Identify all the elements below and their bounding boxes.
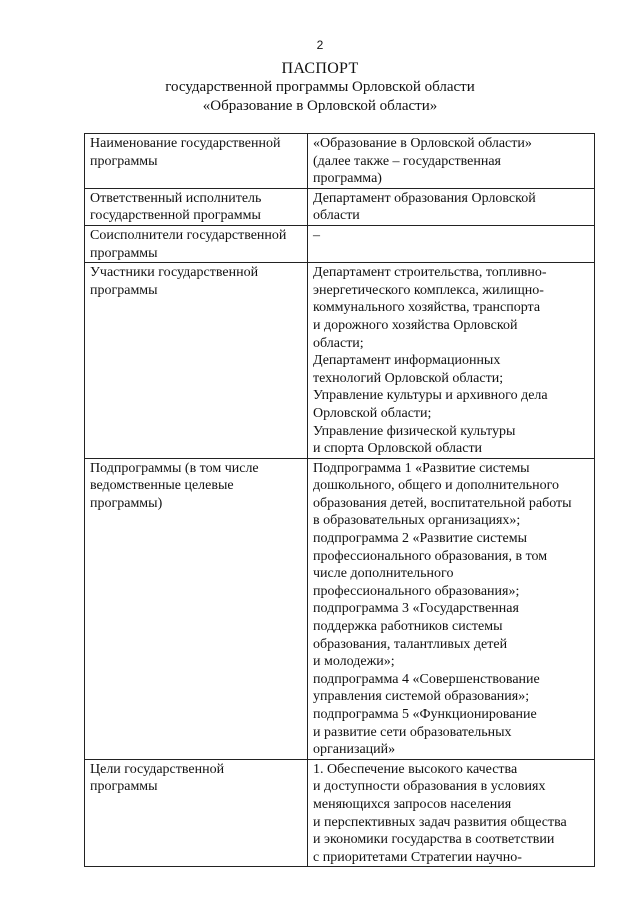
value-line: области;	[313, 335, 364, 351]
value-line: образования детей, воспитательной работы	[313, 495, 572, 511]
value-cell	[308, 263, 595, 459]
value-cell	[308, 134, 595, 189]
value-cell	[308, 759, 595, 867]
label-line: Ответственный исполнитель	[90, 190, 262, 206]
value-line: Департамент информационных	[313, 353, 501, 369]
label-cell	[85, 225, 308, 262]
value-line: с приоритетами Стратегии научно-	[313, 849, 522, 865]
row-participants	[85, 263, 595, 459]
label-line: программы	[90, 282, 158, 298]
value-line: числе дополнительного	[313, 566, 454, 582]
label-line: ведомственные целевые	[90, 478, 234, 494]
value-line: и развитие сети образовательных	[313, 724, 512, 740]
value-line: и молодежи»;	[313, 654, 395, 670]
value-line: «Образование в Орловской области»	[313, 136, 532, 151]
value-line: подпрограмма 4 «Совершенствование	[313, 671, 540, 687]
value-line: управления системой образования»;	[313, 689, 530, 705]
row-program-name	[85, 134, 595, 189]
value-line: 1. Обеспечение высокого качества	[313, 761, 518, 777]
value-line: и спорта Орловской области	[313, 441, 483, 457]
value-line: поддержка работников системы	[313, 619, 503, 635]
value-line: энергетического комплекса, жилищно-	[313, 282, 544, 298]
row-subprograms	[85, 458, 595, 759]
value-line: (далее также – государственная	[313, 153, 501, 169]
value-line: Департамент образования Орловской	[313, 190, 536, 206]
label-line: Цели государственной	[90, 761, 225, 777]
value-line: и перспективных задач развития общества	[313, 814, 567, 830]
value-cell	[308, 188, 595, 225]
label-line: программы)	[90, 495, 163, 511]
value-line: Подпрограмма 1 «Развитие системы	[313, 460, 530, 476]
document-subtitle-program: государственной программы Орловской области	[165, 79, 475, 95]
value-line: Управление культуры и архивного дела	[313, 388, 548, 404]
label-line: программы	[90, 153, 158, 169]
value-line: –	[313, 227, 320, 243]
document-title: ПАСПОРТ	[281, 60, 359, 77]
passport-table-body	[85, 134, 595, 867]
document-heading	[0, 59, 640, 116]
document-subtitle-name: «Образование в Орловской области»	[202, 98, 438, 114]
row-co-executors	[85, 225, 595, 262]
value-line: коммунального хозяйства, транспорта	[313, 300, 541, 316]
passport-table	[84, 133, 595, 867]
value-line: и доступности образования в условиях	[313, 779, 546, 795]
value-line: профессионального образования»;	[313, 583, 520, 599]
value-line: дошкольного, общего и дополнительного	[313, 478, 560, 494]
value-cell	[308, 225, 595, 262]
label-line: Участники государственной	[90, 265, 259, 281]
value-line: образования, талантливых детей	[313, 636, 508, 652]
label-cell	[85, 759, 308, 867]
value-line: организаций»	[313, 742, 396, 758]
value-line: профессионального образования, в том	[313, 548, 548, 564]
label-cell	[85, 458, 308, 759]
label-line: государственной программы	[90, 208, 261, 224]
label-cell	[85, 263, 308, 459]
label-line: программы	[90, 245, 158, 261]
label-line: Подпрограммы (в том числе	[90, 460, 259, 476]
value-line: подпрограмма 3 «Государственная	[313, 601, 519, 617]
value-cell	[308, 458, 595, 759]
label-cell	[85, 188, 308, 225]
label-line: Соисполнители государственной	[90, 227, 287, 243]
value-line: Департамент строительства, топливно-	[313, 265, 547, 281]
value-line: подпрограмма 2 «Развитие системы	[313, 531, 527, 547]
label-cell	[85, 134, 308, 189]
value-line: подпрограмма 5 «Функционирование	[313, 707, 537, 722]
row-responsible-executor	[85, 188, 595, 225]
value-line: технологий Орловской области;	[313, 370, 504, 386]
value-line: меняющихся запросов населения	[313, 796, 512, 812]
value-line: области	[313, 208, 360, 224]
value-line: Управление физической культуры	[313, 423, 516, 439]
label-line: программы	[90, 779, 158, 795]
value-line: Орловской области;	[313, 405, 432, 421]
value-line: и дорожного хозяйства Орловской	[313, 317, 518, 333]
row-goals	[85, 759, 595, 867]
value-line: и экономики государства в соответствии	[313, 832, 555, 848]
label-line: Наименование государственной	[90, 136, 281, 151]
page-number: 2	[316, 38, 324, 52]
value-line: программа)	[313, 171, 382, 187]
value-line: в образовательных организациях»;	[313, 513, 521, 529]
